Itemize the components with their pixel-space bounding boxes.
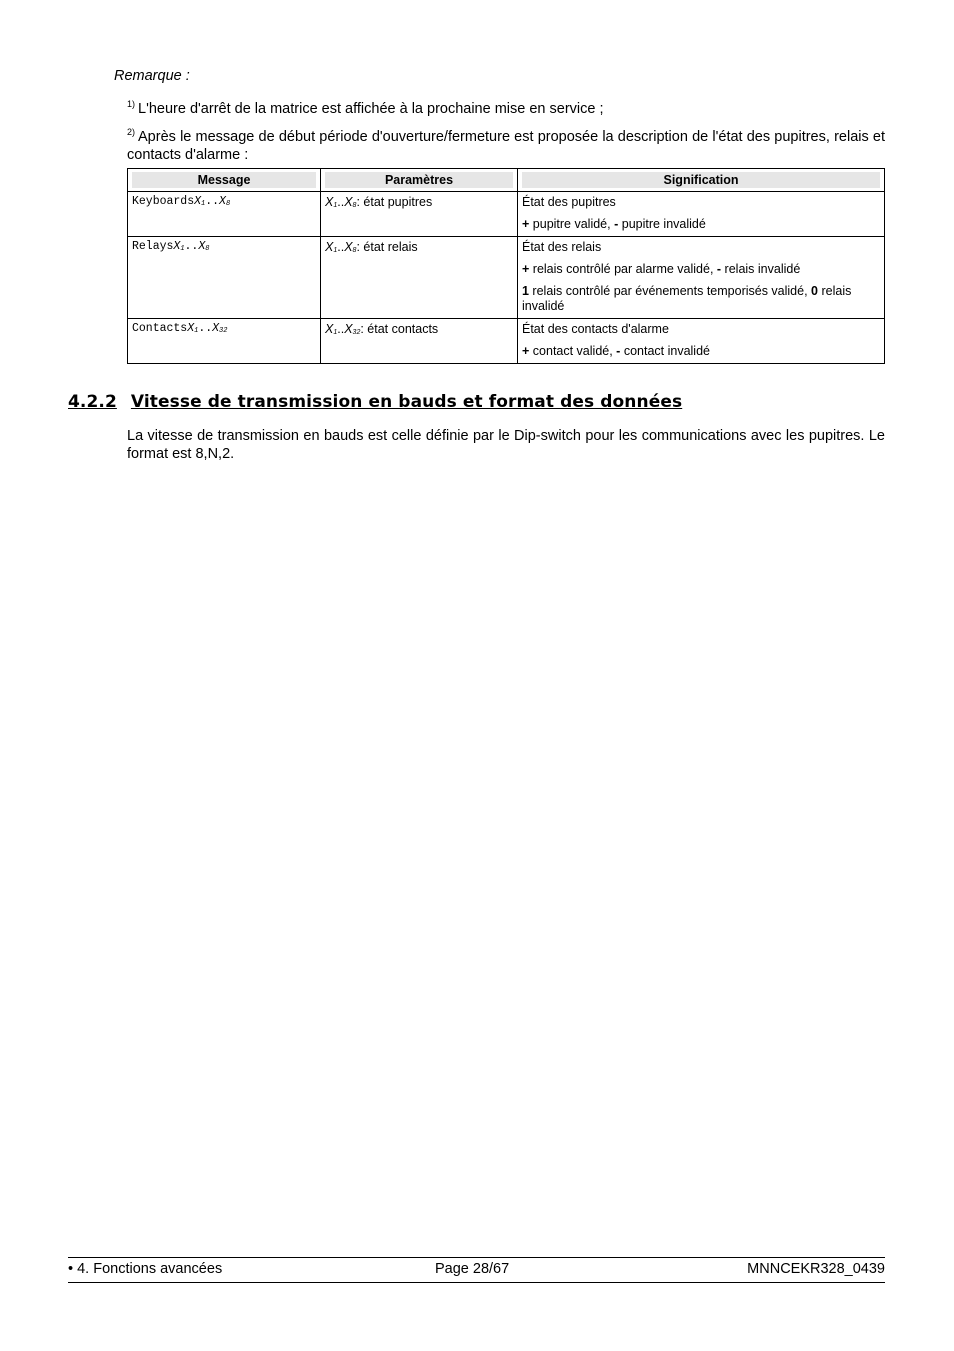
- section-heading: [68, 392, 682, 412]
- table-row: [128, 319, 885, 364]
- header-parametres: Paramètres: [321, 169, 518, 192]
- table-row: [128, 237, 885, 319]
- meaning-cell: État des contacts d'alarme + contact validé, - contact invalidé: [518, 319, 885, 364]
- table-row: [128, 192, 885, 237]
- message-cell: ContactsX1..X32: [128, 319, 321, 364]
- message-cell: KeyboardsX1..X8: [128, 192, 321, 237]
- section-number: 4.2.2: [68, 392, 117, 412]
- meaning-cell: État des pupitres + pupitre validé, - pupitre invalidé: [518, 192, 885, 237]
- footer-chapter: • 4. Fonctions avancées: [68, 1261, 223, 1277]
- remark-label: Remarque :: [114, 68, 190, 84]
- message-table: [127, 168, 885, 364]
- meaning-cell: État des relais + relais contrôlé par alarme validé, - relais invalidé 1 relais contrôlé par événements temporisés validé, 0 relais invalidé: [518, 237, 885, 319]
- param-cell: X1..X8: état pupitres: [321, 192, 518, 237]
- page-footer: [68, 1257, 885, 1283]
- table-header-row: [128, 169, 885, 192]
- note-1-marker: 1): [127, 99, 136, 109]
- note-1-text: L'heure d'arrêt de la matrice est affichée à la prochaine mise en service ;: [138, 101, 604, 117]
- header-message: Message: [128, 169, 321, 192]
- param-cell: X1..X8: état relais: [321, 237, 518, 319]
- section-paragraph: La vitesse de transmission en bauds est celle définie par le Dip-switch pour les communications avec les pupitres. Le format est 8,N,2.: [127, 428, 885, 462]
- footer-doc-code: MNNCEKR328_0439: [747, 1261, 885, 1277]
- param-cell: X1..X32: état contacts: [321, 319, 518, 364]
- note-1: [127, 95, 885, 118]
- note-2-text: Après le message de début période d'ouverture/fermeture est proposée la description de l'état des pupitres, relais et contacts d'alarme :: [127, 129, 885, 163]
- header-signification: Signification: [518, 169, 885, 192]
- message-cell: RelaysX1..X8: [128, 237, 321, 319]
- note-2: [127, 123, 885, 164]
- section-title: Vitesse de transmission en bauds et format des données: [130, 392, 683, 412]
- footer-page-number: Page 28/67: [435, 1261, 510, 1277]
- note-2-marker: 2): [127, 127, 136, 137]
